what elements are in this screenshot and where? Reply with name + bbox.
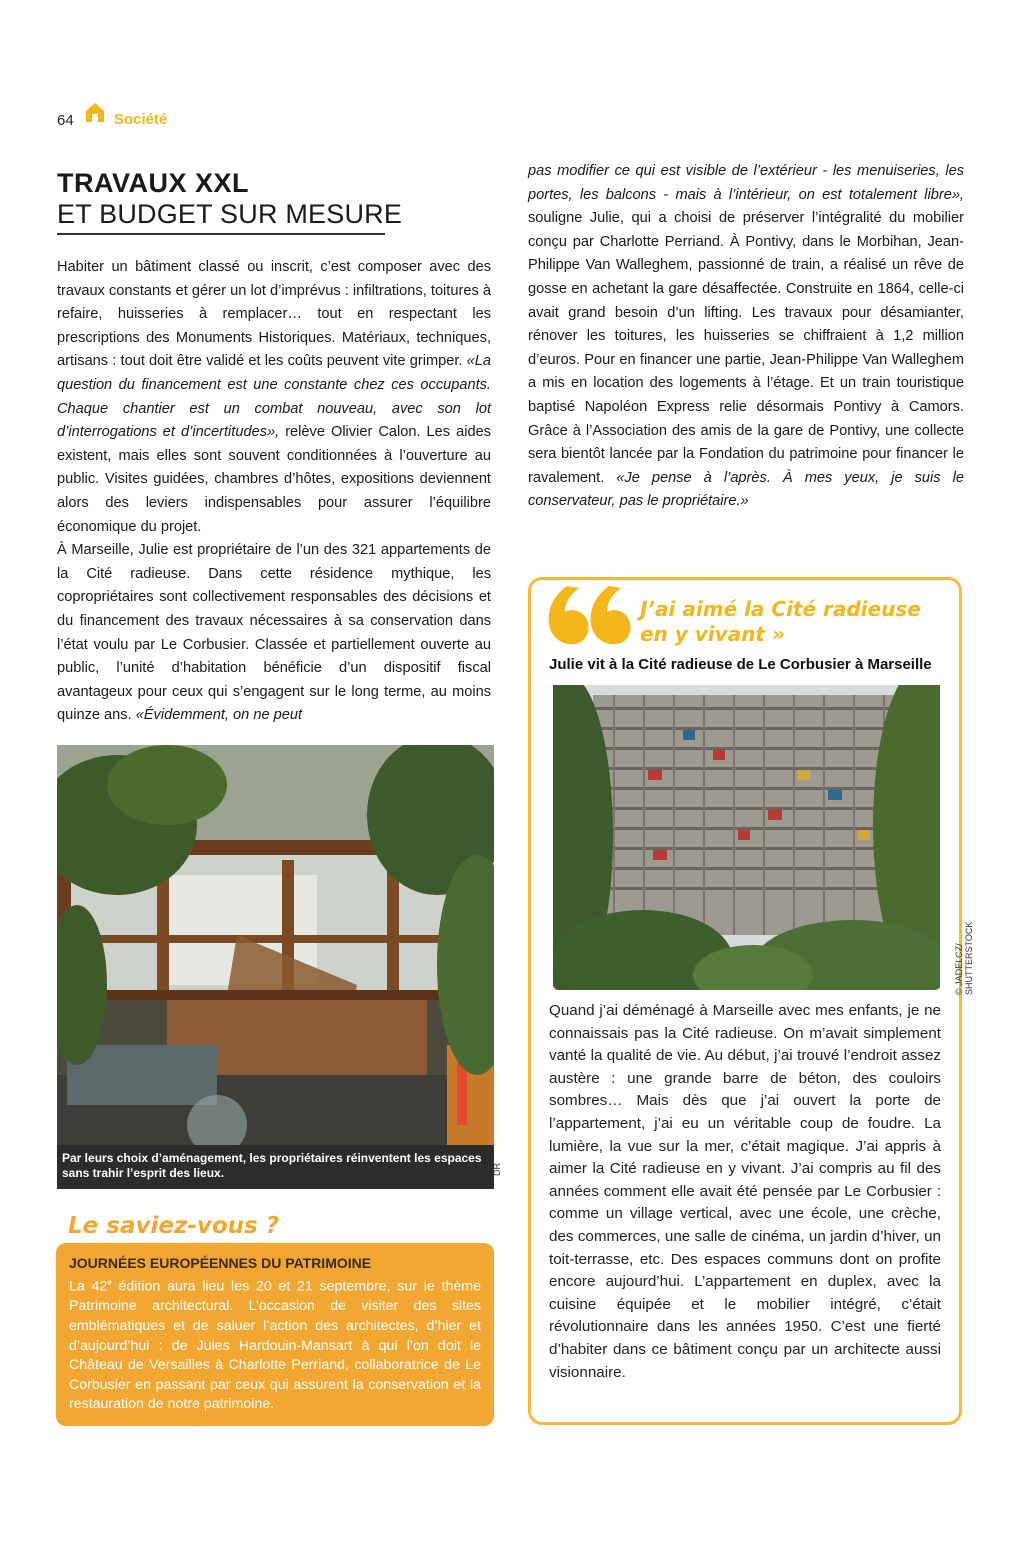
testimony-title: J’ai aimé la Cité radieuse en y vivant »: [640, 597, 921, 646]
article-title-line1: TRAVAUX XXL: [57, 168, 250, 198]
paragraph: Habiter un bâtiment classé ou inscrit, c’est composer avec des travaux constants et gérer un lot d’imprévus : infiltrations, toitures à refaire, huisseries à remplacer… tout en respectant les prescriptions des Monuments Historiques. Matériaux, techniques, artisans : tout doit être validé et les coûts peuvent vite grimper. «La question du financement est une constante chez ces occupants. Chaque chantier est un combat nouveau, avec son lot d’interrogations et d’incertitudes», relève Olivier Calon. Les aides existent, mais elles sont souvent conditionnées à l’ouverture au public. Visites guidées, chambres d’hôtes, expositions deviennent alors des leviers indispensables pour assurer l’équilibre économique du projet.: [57, 259, 491, 535]
did-you-know-text: La 42e édition aura lieu les 20 et 21 septembre, sur le thème Patrimoine architectural. L’occasion de visiter des sites emblématiques et de saluer l’action des architectes, d’hier et d’aujourd’hui : de Jules Hardouin-Mansart à qui l’on doit le Château de Versailles à Charlotte Perriand, collaboratrice de Le Corbusier en passant par ceux qui assurent la conservation et la restauration de notre patrimoine.: [69, 1278, 481, 1413]
house-icon: [84, 101, 106, 123]
article-title-line2: ET BUDGET SUR MESURE: [57, 199, 403, 229]
paragraph: pas modifier ce qui est visible de l’extérieur - les menuiseries, les portes, les balcons - mais à l’intérieur, on est totalement libre», souligne Julie, qui a choisi de préserver l’intégralité du mobilier conçu par Charlotte Perriand. À Pontivy, dans le Morbihan, Jean-Philippe Van Walleghem, passionné de train, a réalisé un rêve de gosse en achetant la gare désaffectée. Construite en 1864, celle-ci avait grand besoin d’un lifting. Les travaux pour désamianter, rénover les toitures, les huisseries se chiffraient à 1,2 million d’euros. Pour en financer une partie, Jean-Philippe Van Walleghem a mis en location des logements à l’étage. Et un train touristique baptisé Napoléon Express relie désormais Pontivy à Camors. Grâce à l’Association des amis de la gare de Pontivy, une collecte sera bientôt lancée par la Fondation du patrimoine pour financer le ravalement. «Je pense à l’après. À mes yeux, je suis le conservateur, pas le propriétaire.»: [528, 163, 964, 510]
did-you-know-title: Le saviez-vous ?: [68, 1213, 280, 1239]
photo-credit: DR: [492, 1163, 502, 1176]
article-column-2: [528, 160, 964, 514]
article-column-1: [57, 256, 491, 728]
photo-caption: Par leurs choix d’aménagement, les propriétaires réinventent les espaces sans trahir l’esprit des lieux.: [62, 1151, 482, 1180]
cite-radieuse-photo: [553, 685, 940, 990]
testimony-text: Quand j’ai déménagé à Marseille avec mes enfants, je ne connaissais pas la Cité radieuse. On m’avait simplement vanté la qualité de vie. Au début, j’ai trouvé l’endroit assez austère : une grande barre de béton, des couloirs sombres… Mais dès que j’ai ouvert la porte de l’appartement, j’ai eu un véritable coup de foudre. La lumière, la vue sur la mer, c’était magique. J’ai appris à aimer la Cité radieuse en y vivant. J’ai compris au fil des années comment elle avait été pensée par Le Corbusier : comme un village vertical, avec une école, une crèche, des commerces, une salle de cinéma, un jardin d’hiver, un toit-terrasse, etc. Des espaces communs dont on profite encore aujourd’hui. L’appartement en duplex, avec la cuisine équipée et le mobilier intégré, c’était révolutionnaire dans les années 1950. C’est une fierté d’habiter dans ce bâtiment conçu par un architecte aussi visionnaire.: [549, 1002, 941, 1381]
quote-icon: [545, 578, 633, 648]
interior-photo: [57, 745, 494, 1189]
photo-credit: © JADELCZ/ SHUTTERSTOCK: [954, 921, 974, 995]
paragraph: À Marseille, Julie est propriétaire de l’un des 321 appartements de la Cité radieuse. Dans cette résidence mythique, les copropriétaires sont collectivement responsables des décisions et du financement des travaux nécessaires à sa conservation dans l’état voulu par Le Corbusier. Classée et partiellement ouverte au public, l’unité d’habitation bénéficie d’un dispositif fiscal avantageux pour ceux qui s’engagent sur le long terme, au moins quinze ans. «Évidemment, on ne peut: [57, 542, 491, 724]
did-you-know-heading: JOURNÉES EUROPÉENNES DU PATRIMOINE: [69, 1255, 372, 1271]
page-number: 64: [57, 112, 74, 129]
testimony-subtitle: Julie vit à la Cité radieuse de Le Corbusier à Marseille: [549, 656, 932, 673]
title-divider: [57, 233, 385, 235]
section-label: Société: [114, 111, 168, 128]
